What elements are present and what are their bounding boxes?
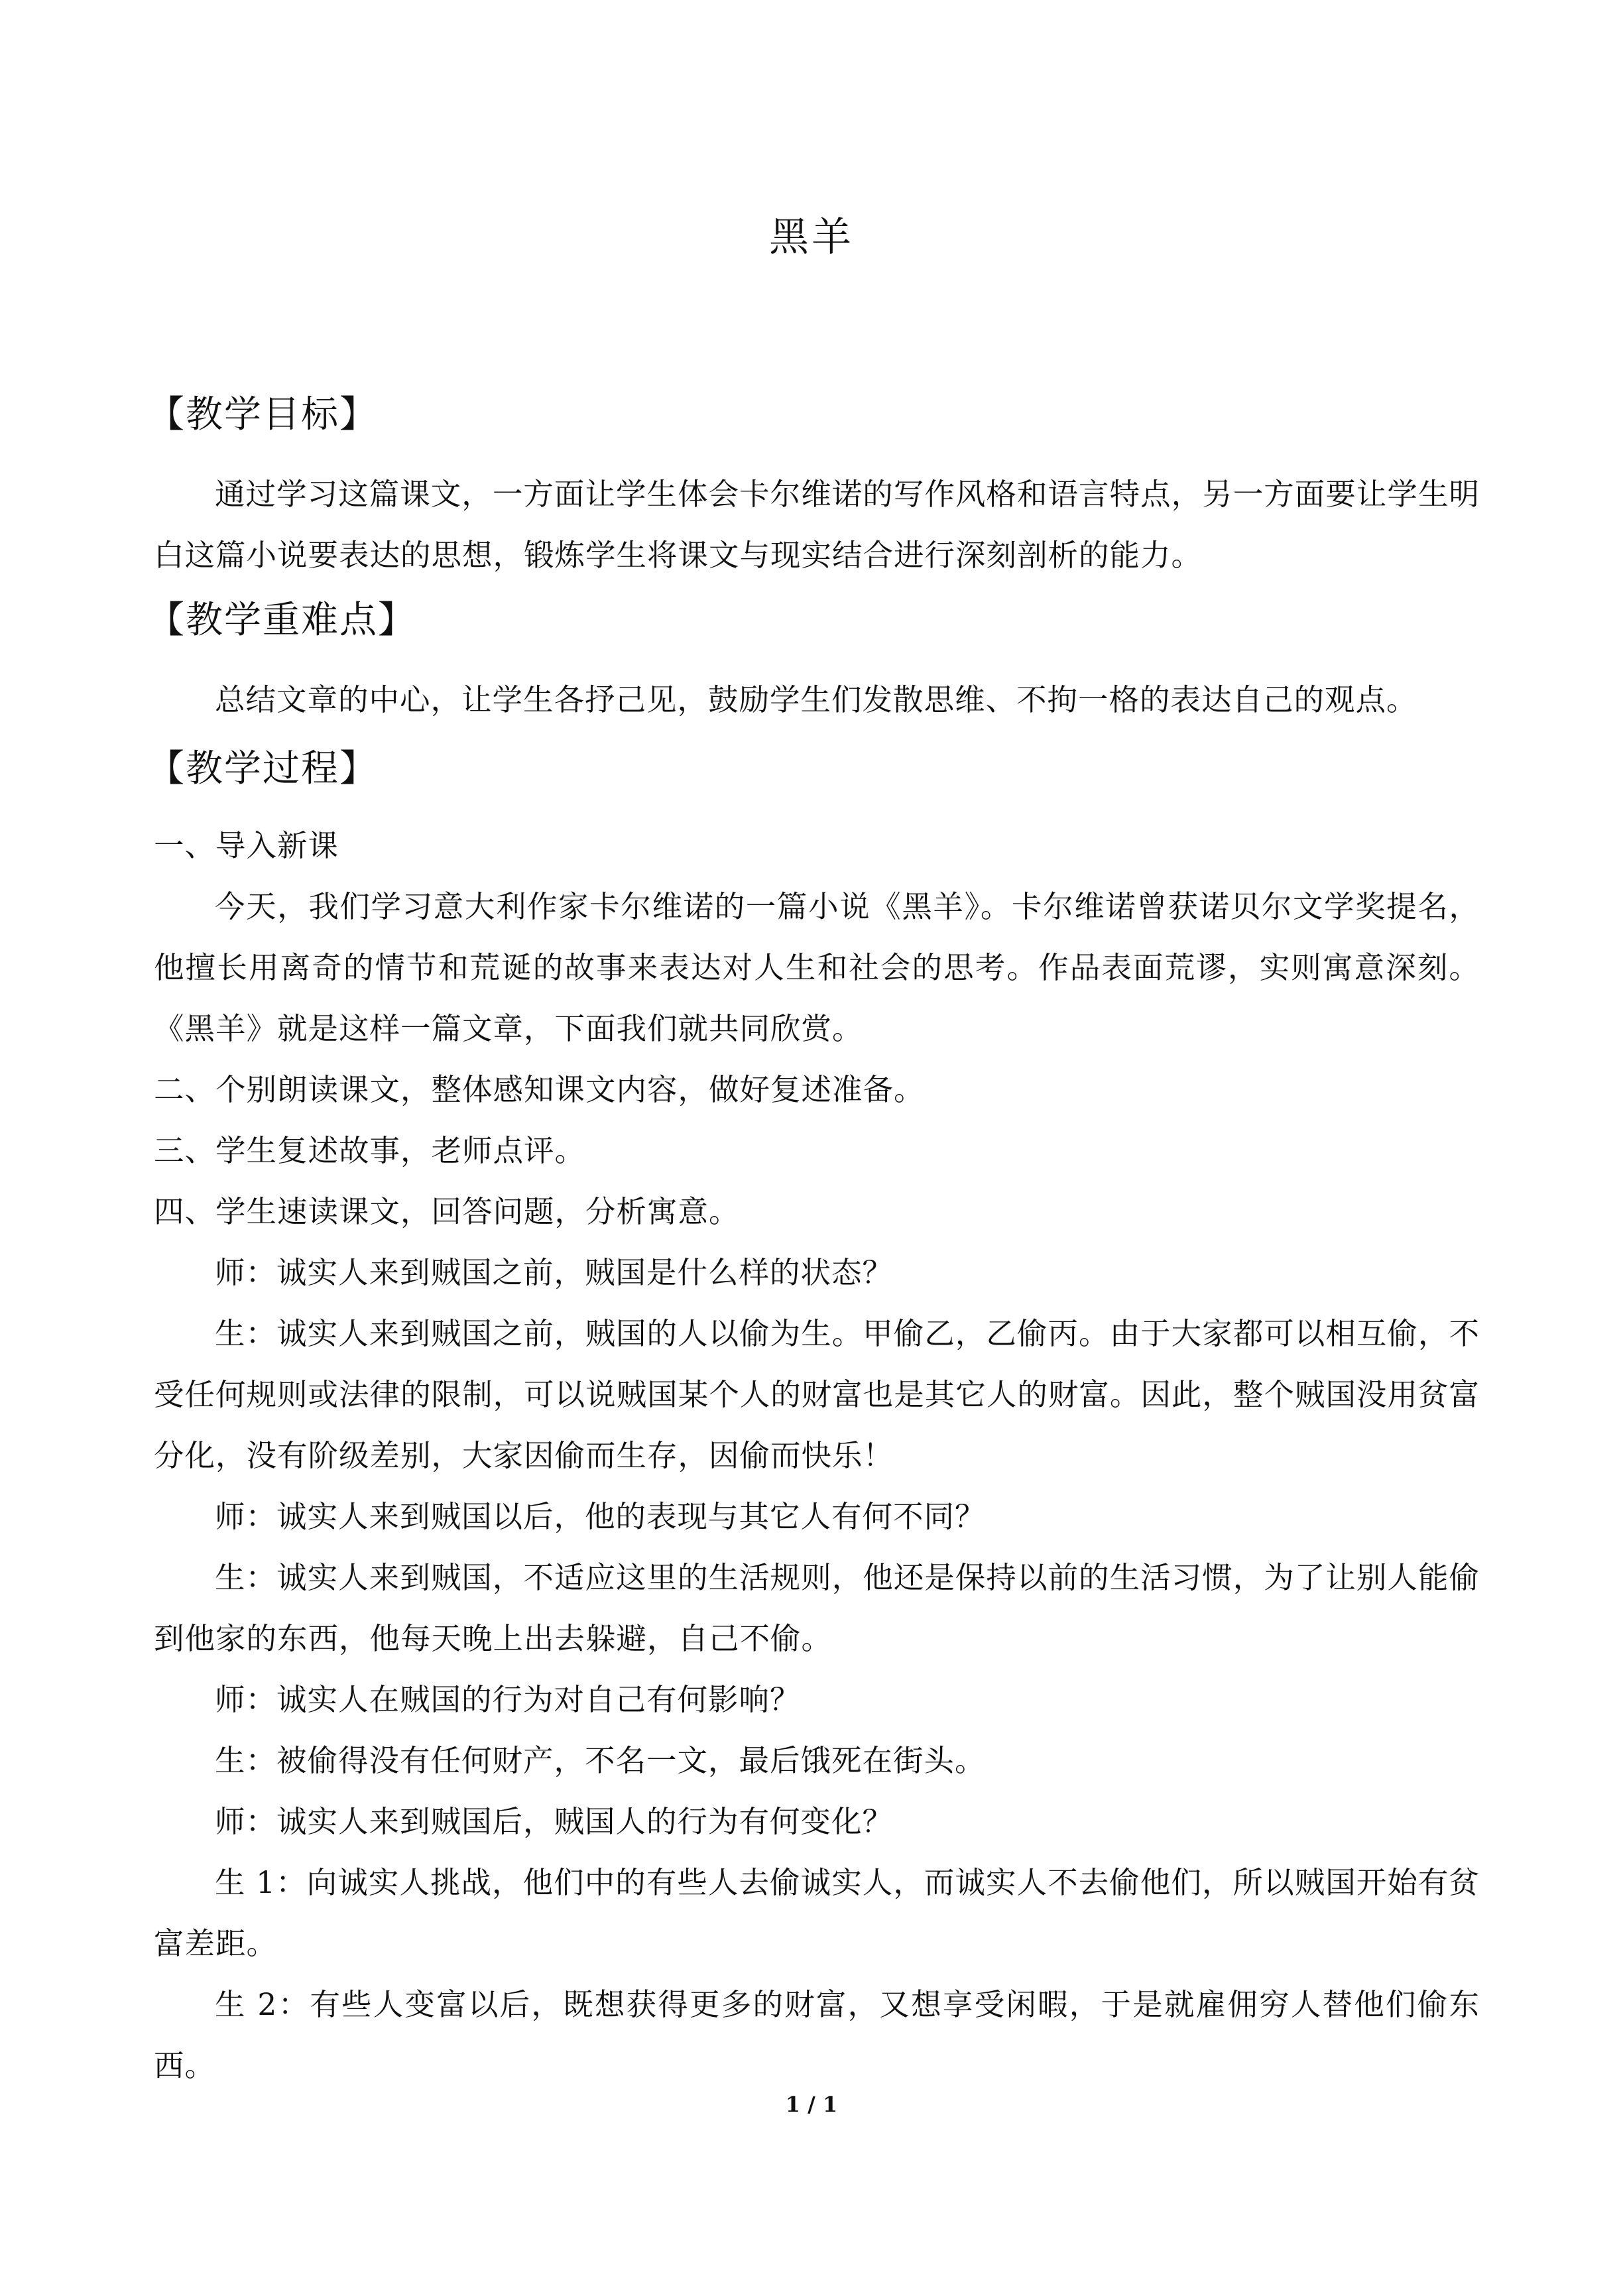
student-answer-4-1: 生 1：向诚实人挑战，他们中的有些人去偷诚实人，而诚实人不去偷他们，所以贼国开始有贫富差距。	[154, 1865, 1480, 1961]
goal-paragraph: 通过学习这篇课文，一方面让学生体会卡尔维诺的写作风格和语言特点，另一方面要让学生明白这篇小说要表达的思想，锻炼学生将课文与现实结合进行深刻剖析的能力。	[154, 477, 1480, 573]
step-3-heading: 三、学生复述故事，老师点评。	[154, 1133, 586, 1168]
step-2-heading: 二、个别朗读课文，整体感知课文内容，做好复述准备。	[154, 1072, 925, 1107]
student-answer-3: 生：被偷得没有任何财产，不名一文，最后饿死在街头。	[215, 1743, 986, 1778]
student-answer-4-2: 生 2：有些人变富以后，既想获得更多的财富，又想享受闲暇，于是就雇佣穷人替他们偷东西。	[154, 1987, 1480, 2083]
page-title: 黑羊	[769, 214, 854, 261]
section-heading-process: 【教学过程】	[147, 747, 378, 790]
teacher-question-2: 师：诚实人来到贼国以后，他的表现与其它人有何不同？	[215, 1499, 986, 1534]
page-number: 1 / 1	[785, 2092, 838, 2117]
teacher-question-4: 师：诚实人来到贼国后，贼国人的行为有何变化？	[215, 1804, 894, 1839]
teacher-question-3: 师：诚实人在贼国的行为对自己有何影响？	[215, 1682, 801, 1717]
section-heading-goal: 【教学目标】	[147, 393, 378, 436]
step-1-heading: 一、导入新课	[154, 828, 339, 863]
intro-paragraph: 今天，我们学习意大利作家卡尔维诺的一篇小说《黑羊》。卡尔维诺曾获诺贝尔文学奖提名，他擅长用离奇的情节和荒诞的故事来表达对人生和社会的思考。作品表面荒谬，实则寓意深刻。《黑羊》就是这样一篇文章，下面我们就共同欣赏。	[154, 889, 1480, 1046]
key-paragraph: 总结文章的中心，让学生各抒己见，鼓励学生们发散思维、不拘一格的表达自己的观点。	[215, 682, 1417, 717]
student-answer-1: 生：诚实人来到贼国之前，贼国的人以偷为生。甲偷乙，乙偷丙。由于大家都可以相互偷，不受任何规则或法律的限制，可以说贼国某个人的财富也是其它人的财富。因此，整个贼国没用贫富分化，没有阶级差别，大家因偷而生存，因偷而快乐！	[154, 1316, 1480, 1473]
section-heading-key: 【教学重难点】	[147, 599, 416, 642]
student-answer-2: 生：诚实人来到贼国，不适应这里的生活规则，他还是保持以前的生活习惯，为了让别人能偷到他家的东西，他每天晚上出去躲避，自己不偷。	[154, 1560, 1480, 1656]
teacher-question-1: 师：诚实人来到贼国之前，贼国是什么样的状态？	[215, 1255, 894, 1290]
step-4-heading: 四、学生速读课文，回答问题，分析寓意。	[154, 1194, 740, 1229]
